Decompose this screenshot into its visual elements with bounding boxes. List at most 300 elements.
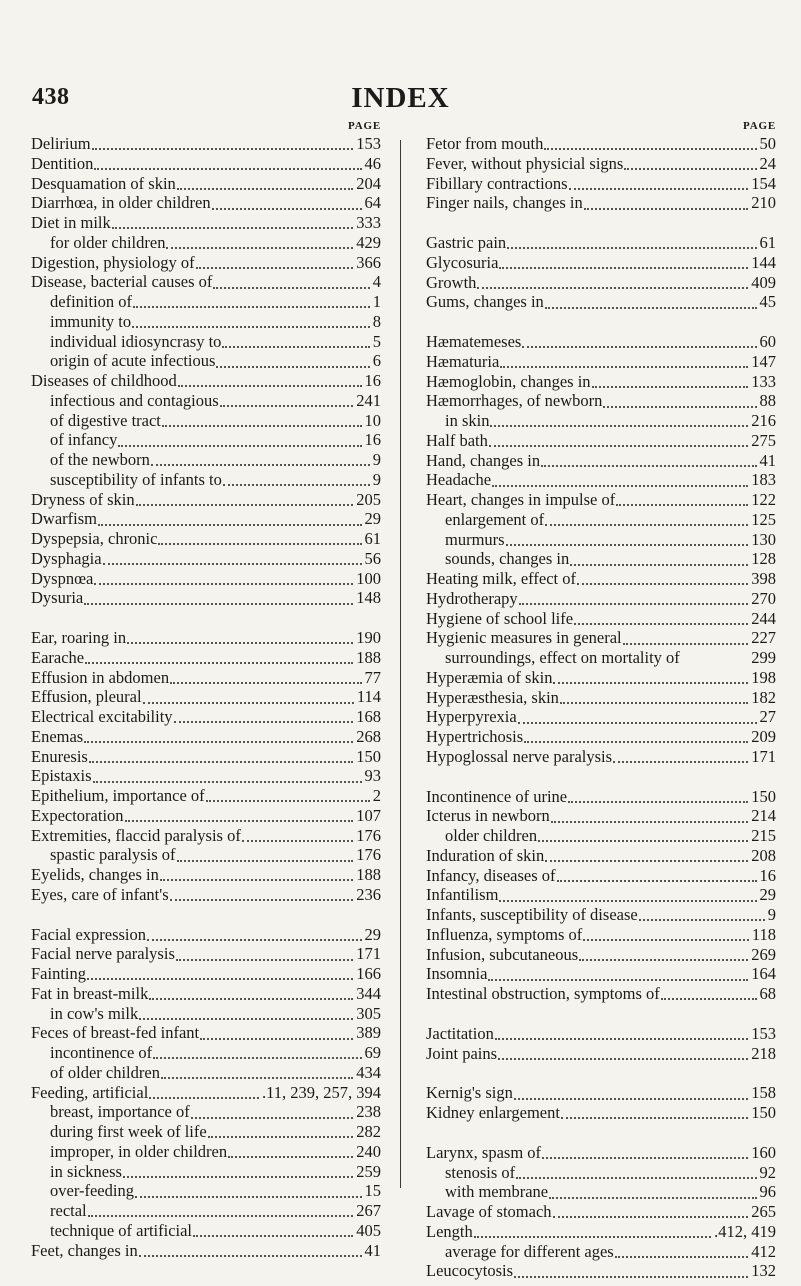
dot-leader: [569, 187, 749, 190]
entry-term: immunity to: [50, 311, 132, 331]
entry-term: Lavage of stomach: [426, 1202, 552, 1221]
dot-leader: [212, 207, 362, 210]
entry-term: murmurs: [445, 529, 505, 549]
entry-term: over-feeding: [50, 1181, 134, 1201]
entry-term: Feces of breast-fed infant: [31, 1023, 200, 1043]
entry-page-ref: 153: [751, 1023, 776, 1043]
entry-term: Desquamation of skin: [31, 173, 176, 193]
entry-term: improper, in older children: [50, 1141, 228, 1161]
entry-term: Growth: [426, 272, 477, 292]
dot-leader: [151, 463, 370, 466]
entry-page-ref: 429: [356, 232, 381, 252]
column-page-label: PAGE: [348, 120, 381, 132]
dot-leader: [561, 1116, 748, 1119]
entry-term: stenosis of: [445, 1162, 516, 1182]
page-title: INDEX: [351, 82, 450, 114]
index-entry: [426, 451, 776, 471]
index-entry: [426, 885, 776, 905]
dot-leader: [544, 147, 756, 150]
index-entry: [426, 787, 776, 807]
entry-term: Kidney enlargement: [426, 1103, 560, 1122]
entry-term: Hypoglossal nerve paralysis: [426, 746, 613, 766]
index-entry: [426, 569, 776, 589]
dot-leader: [506, 543, 749, 546]
dot-leader: [149, 1096, 259, 1099]
dot-leader: [545, 859, 748, 862]
entry-term: infectious and contagious: [50, 390, 219, 410]
index-entry: [31, 727, 381, 747]
index-subentry: [31, 1201, 381, 1221]
entry-page-ref: 130: [751, 529, 776, 549]
entry-term: Dyspepsia, chronic: [31, 529, 158, 548]
dot-leader: [560, 701, 748, 704]
index-entry: [31, 687, 381, 707]
entry-page-ref: 209: [751, 727, 776, 746]
entry-term: origin of acute infectious: [50, 351, 216, 371]
entry-page-ref: 434: [356, 1062, 381, 1082]
index-entry: [426, 1222, 776, 1242]
dot-leader: [125, 819, 354, 822]
index-entry: [426, 668, 776, 688]
dot-leader: [170, 681, 361, 684]
column-divider: [400, 140, 401, 1188]
index-column-left: [31, 120, 381, 1260]
entry-term: in sickness: [50, 1161, 122, 1181]
dot-leader: [161, 1076, 353, 1079]
index-entry: [31, 885, 381, 905]
index-entry: [426, 589, 776, 609]
dot-leader: [499, 266, 748, 269]
entry-term: in cow's milk: [50, 1003, 139, 1023]
dot-leader: [84, 602, 353, 605]
entry-page-ref: 409: [751, 272, 776, 292]
entry-page-ref: 344: [356, 983, 381, 1003]
entry-term: of digestive tract: [50, 410, 161, 430]
index-entry: [31, 253, 381, 273]
dot-leader: [541, 464, 756, 467]
index-subentry: [31, 233, 381, 253]
entry-page-ref: 171: [356, 944, 381, 964]
entry-page-ref: 27: [759, 707, 776, 727]
dot-leader: [242, 839, 353, 842]
entry-term: Insomnia: [426, 964, 488, 984]
index-entry: [426, 233, 776, 253]
entry-term: Fainting: [31, 964, 87, 983]
entry-term: Digestion, physiology of: [31, 252, 195, 272]
entry-term: sounds, changes in: [445, 549, 570, 569]
entry-term: Feet, changes in: [31, 1240, 138, 1260]
dot-leader: [166, 246, 353, 249]
entry-page-ref: 45: [759, 292, 776, 312]
entry-term: Diseases of childhood: [31, 371, 177, 390]
dot-leader: [222, 345, 369, 348]
entry-page-ref: 168: [356, 707, 381, 726]
entry-term: individual idiosyncrasy to: [50, 331, 222, 351]
dot-leader: [495, 1037, 748, 1040]
index-entry: [426, 431, 776, 451]
index-subentry: [31, 470, 381, 490]
index-entry: [31, 154, 381, 174]
dot-leader: [220, 404, 354, 407]
dot-leader: [577, 582, 748, 585]
entry-page-ref: 240: [356, 1141, 381, 1161]
index-entry: [426, 964, 776, 984]
index-entry: [31, 984, 381, 1004]
entry-term: definition of: [50, 292, 133, 311]
dot-leader: [603, 405, 756, 408]
entry-term: Icterus in newborn: [426, 806, 550, 826]
dot-leader: [545, 306, 757, 309]
entry-term: Diarrhœa, in older children: [31, 193, 211, 213]
index-entry: [31, 766, 381, 786]
entry-page-ref: 9: [372, 469, 381, 489]
index-subentry: [426, 1182, 776, 1202]
entry-term: Hand, changes in: [426, 450, 541, 470]
entry-term: Headache: [426, 470, 492, 490]
entry-page-ref: 204: [356, 173, 381, 193]
dot-leader: [542, 1156, 748, 1159]
index-entry: [31, 213, 381, 233]
dot-leader: [681, 661, 748, 664]
entry-page-ref: 61: [759, 233, 776, 252]
entry-term: Eyes, care of infant's: [31, 884, 169, 904]
dot-leader: [557, 879, 757, 882]
index-entry: [31, 1023, 381, 1043]
dot-leader: [579, 958, 748, 961]
index-entry: [31, 964, 381, 984]
entry-term: Induration of skin: [426, 845, 545, 865]
dot-leader: [216, 365, 369, 368]
dot-leader: [616, 503, 748, 506]
dot-leader: [545, 523, 748, 526]
entry-page-ref: 269: [751, 944, 776, 964]
index-subentry: [426, 1242, 776, 1262]
entry-page-ref: 107: [356, 805, 381, 825]
entry-term: Effusion, pleural: [31, 687, 142, 707]
index-entry: [426, 747, 776, 767]
entry-term: Hyperæmia of skin: [426, 667, 553, 687]
index-entry: [426, 154, 776, 174]
index-subentry: [31, 391, 381, 411]
dot-leader: [574, 622, 748, 625]
entry-term: Infantilism: [426, 885, 499, 905]
dot-leader: [488, 978, 748, 981]
entry-term: Hæmorrhages, of newborn: [426, 391, 603, 411]
page-header: [0, 82, 801, 116]
dot-leader: [624, 167, 756, 170]
entry-term: breast, importance of: [50, 1102, 190, 1122]
entry-term: enlargement of: [445, 509, 545, 529]
entry-page-ref: 9: [767, 905, 776, 924]
entry-page-ref: .412, 419: [714, 1221, 776, 1241]
entry-page-ref: 60: [759, 332, 776, 351]
dot-leader: [193, 1234, 353, 1237]
entry-page-ref: 93: [364, 766, 381, 786]
entry-page-ref: 148: [356, 588, 381, 608]
entry-page-ref: 133: [751, 371, 776, 391]
entry-term: Intestinal obstruction, symptoms of: [426, 984, 660, 1003]
entry-term: Electrical excitability: [31, 707, 173, 726]
dot-leader: [507, 246, 756, 249]
entry-page-ref: 68: [759, 984, 776, 1003]
dot-leader: [522, 345, 756, 348]
entry-page-ref: 214: [751, 806, 776, 826]
entry-page-ref: 305: [356, 1003, 381, 1023]
index-entries-left: [31, 134, 381, 1260]
index-subentry: [31, 1102, 381, 1122]
index-entry: [31, 1083, 381, 1103]
dot-leader: [489, 444, 748, 447]
entry-page-ref: 171: [751, 746, 776, 766]
index-column-right: [426, 120, 776, 1281]
entry-page-ref: 265: [751, 1202, 776, 1221]
entry-page-ref: 198: [751, 667, 776, 687]
index-entry: [31, 668, 381, 688]
dot-leader: [118, 444, 361, 447]
entry-page-ref: 150: [751, 786, 776, 806]
entry-page-ref: 299: [751, 648, 776, 667]
entry-page-ref: 2: [372, 786, 381, 805]
dot-leader: [592, 385, 749, 388]
dot-leader: [94, 582, 353, 585]
index-entry: [31, 549, 381, 569]
entry-page-ref: 333: [356, 213, 381, 232]
entry-page-ref: 114: [356, 687, 381, 707]
index-entry: [31, 134, 381, 154]
dot-leader: [228, 1155, 353, 1158]
entry-page-ref: 160: [751, 1142, 776, 1162]
entry-page-ref: 176: [356, 825, 381, 845]
index-subentry: [426, 1163, 776, 1183]
entry-term: with membrane: [445, 1182, 549, 1202]
dot-leader: [143, 701, 354, 704]
index-entry: [426, 984, 776, 1004]
entry-term: technique of artificial: [50, 1220, 193, 1240]
entry-term: Effusion in abdomen: [31, 667, 170, 687]
dot-leader: [94, 167, 361, 170]
index-entry: [31, 944, 381, 964]
dot-leader: [103, 562, 362, 565]
entry-page-ref: 41: [364, 1240, 381, 1260]
entry-term: of the newborn: [50, 450, 150, 469]
index-entry: [426, 609, 776, 629]
entry-term: Fever, without physicial signs: [426, 153, 624, 173]
dot-leader: [93, 780, 362, 783]
dot-leader: [613, 760, 748, 763]
entry-term: Infancy, diseases of: [426, 865, 556, 885]
index-entry: [426, 292, 776, 312]
entry-page-ref: 241: [356, 390, 381, 410]
entry-page-ref: 147: [751, 351, 776, 371]
index-subentry: [31, 1162, 381, 1182]
entry-page-ref: 218: [751, 1043, 776, 1063]
dot-leader: [162, 424, 362, 427]
index-entry: [31, 529, 381, 549]
entry-term: Disease, bacterial causes of: [31, 272, 213, 292]
index-entry: [426, 866, 776, 886]
dot-leader: [516, 1176, 756, 1179]
index-entry: [426, 1143, 776, 1163]
dot-leader: [123, 1175, 353, 1178]
entry-page-ref: 96: [759, 1182, 776, 1202]
entry-term: Earache: [31, 647, 85, 667]
index-entry: [426, 391, 776, 411]
entry-page-ref: 1: [372, 292, 381, 311]
entry-page-ref: 188: [356, 647, 381, 667]
dot-leader: [87, 977, 353, 980]
entry-term: Epithelium, importance of: [31, 786, 205, 805]
entry-term: Larynx, spasm of: [426, 1142, 542, 1162]
index-entry: [426, 193, 776, 213]
entry-term: Dryness of skin: [31, 489, 135, 509]
dot-leader: [490, 424, 748, 427]
dot-leader: [174, 720, 354, 723]
index-subentry: [426, 826, 776, 846]
index-entry: [426, 1044, 776, 1064]
index-entry: [31, 747, 381, 767]
index-entry: [426, 490, 776, 510]
entry-term: Influenza, symptoms of: [426, 924, 583, 944]
index-subentry: [31, 1004, 381, 1024]
dot-leader: [153, 1056, 361, 1059]
entry-term: Incontinence of urine: [426, 786, 568, 806]
entry-term: Extremities, flaccid paralysis of: [31, 825, 241, 845]
dot-leader: [92, 147, 354, 150]
dot-leader: [112, 226, 354, 229]
dot-leader: [661, 997, 757, 1000]
entry-term: Dentition: [31, 153, 94, 173]
entry-page-ref: 15: [364, 1181, 381, 1201]
entry-page-ref: 50: [759, 134, 776, 153]
entry-term: Kernig's sign: [426, 1083, 513, 1103]
entry-page-ref: 10: [364, 410, 381, 430]
entry-page-ref: 405: [356, 1220, 381, 1240]
index-entry: [31, 925, 381, 945]
entry-page-ref: 176: [356, 845, 381, 865]
entry-term: Facial nerve paralysis: [31, 944, 175, 964]
index-subentry: [31, 332, 381, 352]
entry-page-ref: 259: [356, 1161, 381, 1181]
index-entry: [31, 786, 381, 806]
index-entry: [426, 806, 776, 826]
entry-page-ref: 183: [751, 470, 776, 490]
entry-term: of older children: [50, 1062, 160, 1082]
dot-leader: [98, 523, 362, 526]
index-entry: [31, 707, 381, 727]
entry-page-ref: 182: [751, 687, 776, 707]
entry-term: incontinence of: [50, 1043, 153, 1062]
entry-term: Eyelids, changes in: [31, 865, 159, 884]
entry-term: Hæmoglobin, changes in: [426, 371, 591, 391]
entry-page-ref: 282: [356, 1122, 381, 1141]
index-entry: [31, 193, 381, 213]
entry-page-ref: 46: [364, 153, 381, 173]
index-subentry: [31, 430, 381, 450]
entry-term: Fibillary contractions: [426, 173, 568, 193]
dot-leader: [139, 1254, 362, 1257]
entry-page-ref: 118: [751, 924, 776, 944]
entry-page-ref: 125: [751, 509, 776, 529]
entry-page-ref: 150: [751, 1103, 776, 1122]
index-entry: [426, 273, 776, 293]
dot-leader: [158, 542, 361, 545]
dot-leader: [518, 721, 757, 724]
index-subentry: [31, 845, 381, 865]
index-entry: [426, 925, 776, 945]
dot-leader: [499, 899, 756, 902]
index-subentry: [426, 648, 776, 668]
entry-term: for older children: [50, 232, 166, 252]
entry-term: Hygiene of school life: [426, 608, 574, 628]
index-subentry: [31, 1181, 381, 1201]
index-entry: [426, 1024, 776, 1044]
dot-leader: [519, 602, 749, 605]
index-entry: [31, 509, 381, 529]
dot-leader: [583, 938, 749, 941]
entry-page-ref: 208: [751, 845, 776, 865]
index-entry: [426, 628, 776, 648]
entry-page-ref: 9: [372, 450, 381, 469]
index-entry: [426, 332, 776, 352]
entry-term: Finger nails, changes in: [426, 193, 583, 213]
dot-leader: [200, 1037, 353, 1040]
index-entry: [31, 490, 381, 510]
dot-leader: [149, 997, 353, 1000]
entry-page-ref: 56: [364, 548, 381, 568]
dot-leader: [492, 484, 748, 487]
entry-page-ref: 29: [364, 924, 381, 944]
entry-page-ref: 144: [751, 252, 776, 272]
entry-page-ref: 61: [364, 529, 381, 548]
dot-leader: [639, 918, 765, 921]
dot-leader: [160, 878, 353, 881]
entry-term: Length: [426, 1221, 473, 1241]
dot-leader: [477, 286, 748, 289]
entry-page-ref: 77: [364, 667, 381, 687]
index-entry: [426, 727, 776, 747]
index-subentry: [31, 1142, 381, 1162]
entry-term: average for different ages: [445, 1241, 614, 1261]
index-subentry: [426, 530, 776, 550]
dot-leader: [584, 207, 749, 210]
entry-page-ref: 236: [356, 884, 381, 904]
index-entry: [31, 865, 381, 885]
entry-term: Infants, susceptibility of disease: [426, 905, 638, 924]
dot-leader: [568, 800, 748, 803]
index-subentry: [31, 312, 381, 332]
dot-leader: [84, 740, 353, 743]
index-entry: [31, 806, 381, 826]
entry-term: Fat in breast-milk: [31, 983, 149, 1003]
entry-term: Enuresis: [31, 746, 88, 766]
entry-term: rectal: [50, 1201, 87, 1220]
entry-term: Hydrotherapy: [426, 588, 518, 608]
entry-term: of infancy: [50, 430, 118, 450]
dot-leader: [170, 898, 354, 901]
dot-leader: [213, 286, 369, 289]
entry-page-ref: 153: [356, 134, 381, 153]
dot-leader: [615, 1255, 749, 1258]
entry-term: Hæmaturia: [426, 351, 500, 371]
dot-leader: [549, 1196, 756, 1199]
dot-leader: [551, 820, 749, 823]
entry-term: Gums, changes in: [426, 292, 544, 312]
index-entry: [426, 174, 776, 194]
entry-term: Dysphagia: [31, 548, 102, 568]
entry-page-ref: 100: [356, 568, 381, 588]
entry-page-ref: 188: [356, 865, 381, 884]
entry-page-ref: 164: [751, 964, 776, 984]
